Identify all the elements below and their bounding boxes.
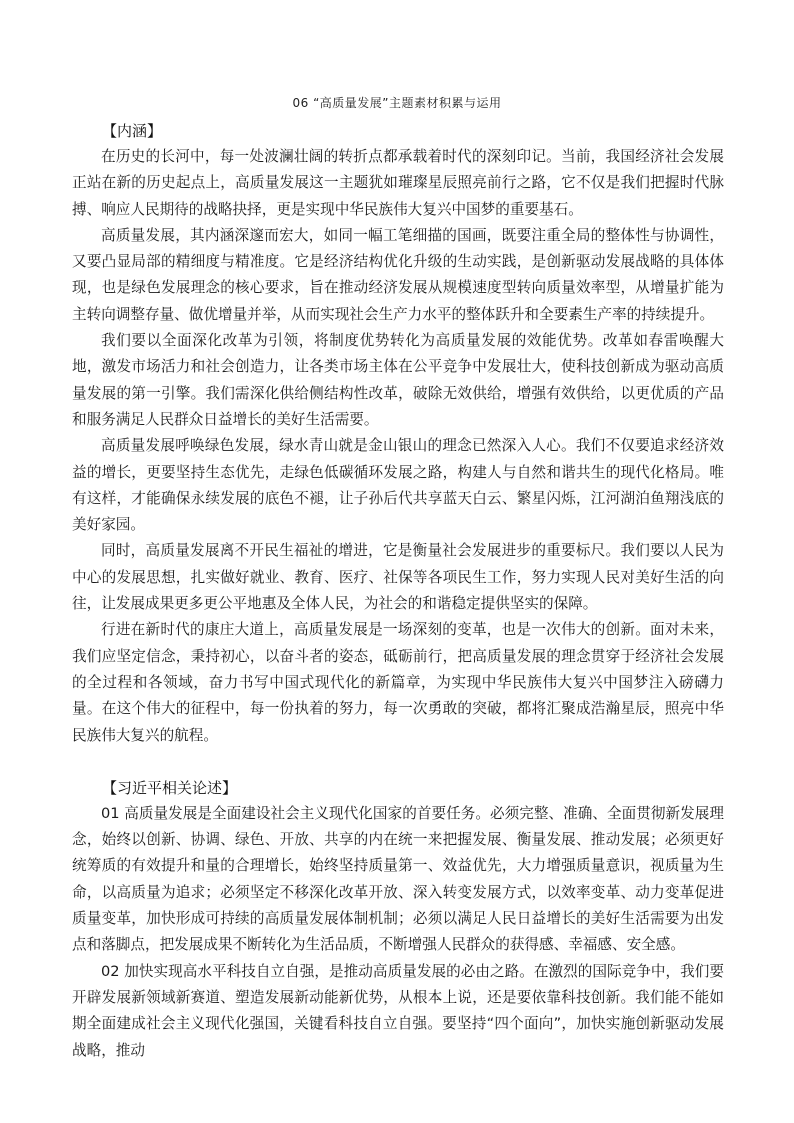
section-heading-connotation: 【内涵】 [102, 122, 163, 140]
paragraph: 在历史的长河中，每一处波澜壮阔的转折点都承载着时代的深刻印记。当前，我国经济社会发展正站在新的历史起点上，高质量发展这一主题犹如璀璨星辰照亮前行之路，它不仅是我们把握时代脉搏、响应人民期待的战略抉择，更是实现中华民族伟大复兴中国梦的重要基石。 [72, 148, 724, 218]
paragraph: 行进在新时代的康庄大道上，高质量发展是一场深刻的变革，也是一次伟大的创新。面对未来，我们应坚定信念，秉持初心，以奋斗者的姿态，砥砺前行，把高质量发展的理念贯穿于经济社会发展的全过程和各领域，奋力书写中国式现代化的新篇章，为实现中华民族伟大复兴中国梦注入磅礴力量。在这个伟大的征程中，每一份执着的努力，每一次勇敢的突破，都将汇聚成浩瀚星辰，照亮中华民族伟大复兴的航程。 [72, 621, 724, 744]
section-heading-discourse: 【习近平相关论述】 [102, 778, 238, 797]
document-body [72, 118, 724, 1064]
section-connotation [72, 118, 724, 749]
paragraph: 高质量发展，其内涵深邃而宏大，如同一幅工笔细描的国画，既要注重全局的整体性与协调性，又要凸显局部的精细度与精准度。它是经济结构优化升级的生动实践，是创新驱动发展战略的具体体现，也是绿色发展理念的核心要求，旨在推动经济发展从规模速度型转向质量效率型，从增量扩能为主转向调整存量、做优增量并举，从而实现社会生产力水平的整体跃升和全要素生产率的持续提升。 [72, 226, 724, 323]
paragraph: 高质量发展呼唤绿色发展，绿水青山就是金山银山的理念已然深入人心。我们不仅要追求经济效益的增长，更要坚持生态优先，走绿色低碳循环发展之路，构建人与自然和谐共生的现代化格局。唯有这样，才能确保永续发展的底色不褪，让子孙后代共享蓝天白云、繁星闪烁，江河湖泊鱼翔浅底的美好家园。 [72, 437, 724, 534]
quote-paragraph: 02 加快实现高水平科技自立自强，是推动高质量发展的必由之路。在激烈的国际竞争中，我们要开辟发展新领域新赛道、塑造发展新动能新优势，从根本上说，还是要依靠科技创新。我们能不能如期全面建成社会主义现代化强国，关键看科技自立自强。要坚持“四个面向”，加快实施创新驱动发展战略，推动 [72, 962, 724, 1059]
section-discourse [72, 775, 724, 1064]
paragraph: 同时，高质量发展离不开民生福祉的增进，它是衡量社会发展进步的重要标尺。我们要以人民为中心的发展思想，扎实做好就业、教育、医疗、社保等各项民生工作，努力实现人民对美好生活的向往，让发展成果更多更公平地惠及全体人民，为社会的和谐稳定提供坚实的保障。 [72, 542, 724, 613]
section-spacer [72, 749, 724, 775]
document-title: 06 “高质量发展”主题素材积累与运用 [292, 96, 502, 110]
paragraph: 我们要以全面深化改革为引领，将制度优势转化为高质量发展的效能优势。改革如春雷唤醒大地，激发市场活力和社会创造力，让各类市场主体在公平竞争中发展壮大，使科技创新成为驱动高质量发展的第一引擎。我们需深化供给侧结构性改革，破除无效供给，增强有效供给，以更优质的产品和服务满足人民群众日益增长的美好生活需要。 [72, 332, 724, 428]
quote-paragraph: 01 高质量发展是全面建设社会主义现代化国家的首要任务。必须完整、准确、全面贯彻新发展理念，始终以创新、协调、绿色、开放、共享的内在统一来把握发展、衡量发展、推动发展；必须更好统筹质的有效提升和量的合理增长，始终坚持质量第一、效益优先，大力增强质量意识，视质量为生命，以高质量为追求；必须坚定不移深化改革开放、深入转变发展方式，以效率变革、动力变革促进质量变革，加快形成可持续的高质量发展体制机制；必须以满足人民日益增长的美好生活需要为出发点和落脚点，把发展成果不断转化为生活品质，不断增强人民群众的获得感、幸福感、安全感。 [72, 804, 724, 954]
